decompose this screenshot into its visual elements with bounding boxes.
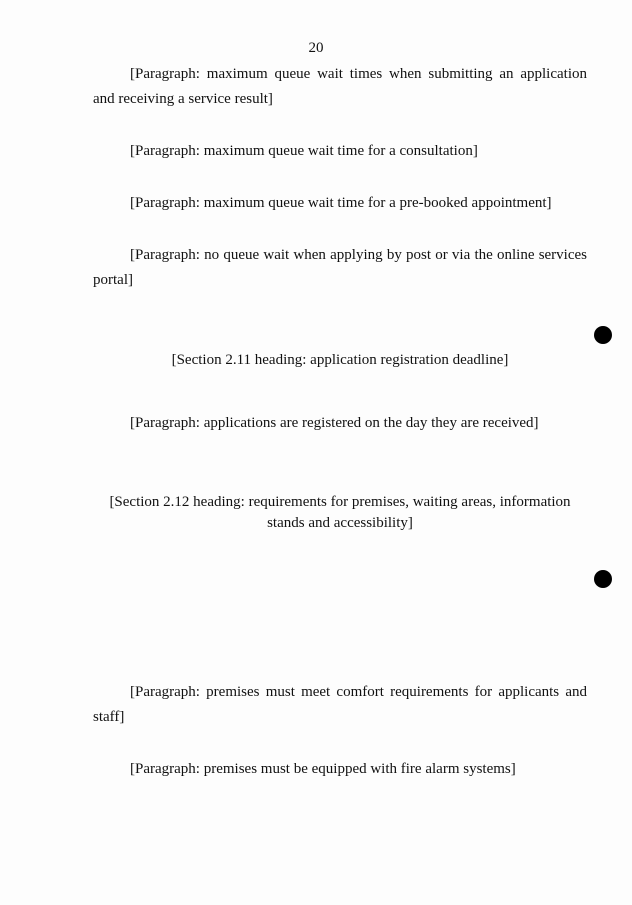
paragraph-1: [Paragraph: maximum queue wait times when submitting an application and receiving a service result] [93, 66, 587, 107]
section-heading-2-11: [Section 2.11 heading: application registration deadline] [171, 352, 509, 368]
paragraph-3: [Paragraph: maximum queue wait time for a pre-booked appointment] [130, 195, 552, 211]
paragraph-4: [Paragraph: no queue wait when applying by post or via the online services portal] [93, 247, 587, 288]
page-number: 20 [308, 40, 324, 56]
hole-punch-icon [594, 326, 612, 344]
paragraph-2: [Paragraph: maximum queue wait time for a consultation] [130, 143, 478, 159]
hole-punch-icon [594, 570, 612, 588]
paragraph-7: [Paragraph: premises must be equipped with fire alarm systems] [130, 761, 516, 777]
section-heading-2-12: [Section 2.12 heading: requirements for premises, waiting areas, information stands and accessibility] [109, 494, 571, 531]
paragraph-6: [Paragraph: premises must meet comfort requirements for applicants and staff] [93, 684, 587, 725]
paragraph-5: [Paragraph: applications are registered on the day they are received] [130, 415, 539, 431]
